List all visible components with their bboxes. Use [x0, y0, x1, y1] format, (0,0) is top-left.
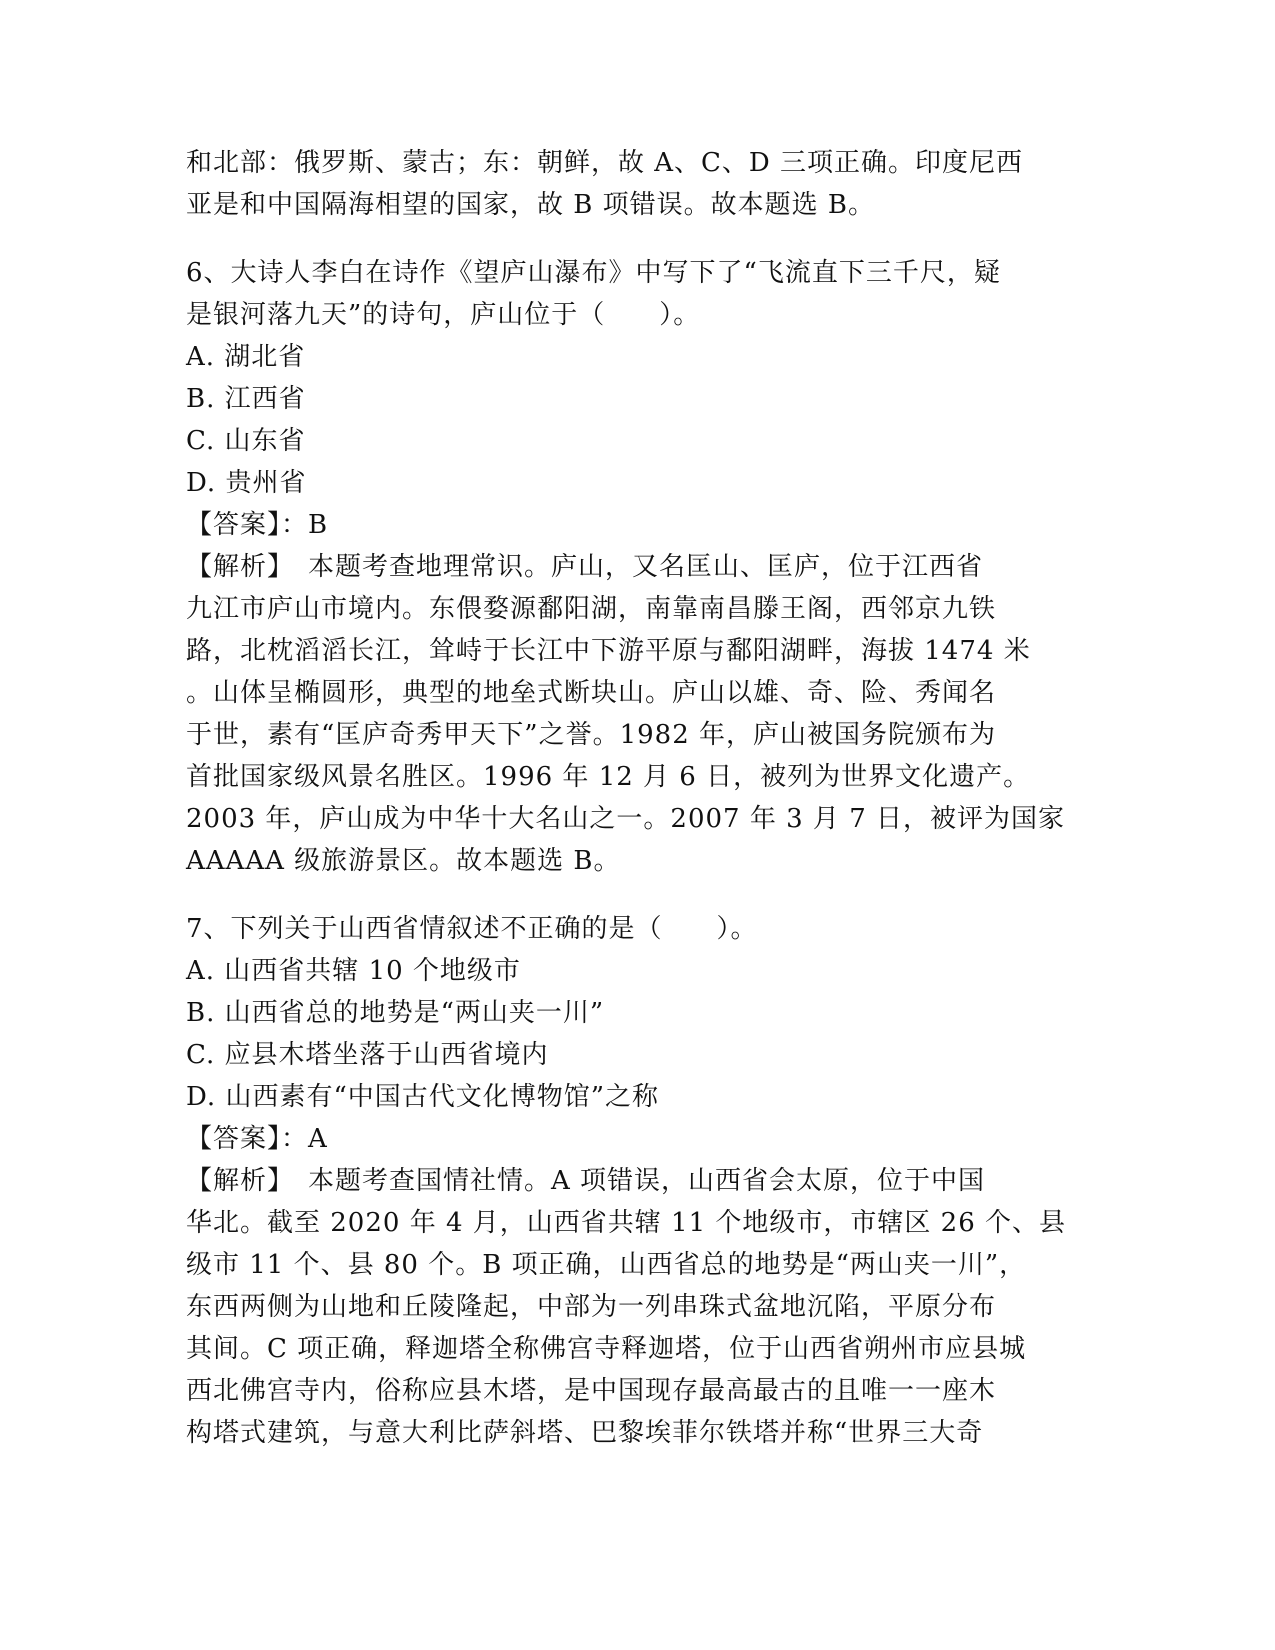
question-stem: 是银河落九天”的诗句，庐山位于（ ）。 [186, 300, 701, 330]
option-d: D. 贵州省 [186, 468, 307, 498]
explanation-line: 构塔式建筑，与意大利比萨斜塔、巴黎埃菲尔铁塔并称“世界三大奇 [186, 1418, 984, 1448]
option-a: A. 山西省共辖 10 个地级市 [186, 956, 521, 986]
text-line: 和北部：俄罗斯、蒙古；东：朝鲜，故 A、C、D 三项正确。印度尼西 [186, 148, 1024, 178]
explanation-line: 九江市庐山市境内。东偎婺源鄱阳湖，南靠南昌滕王阁，西邻京九铁 [186, 594, 997, 624]
option-c: C. 山东省 [186, 426, 306, 456]
option-b: B. 江西省 [186, 384, 306, 414]
explanation-line: 【解析】 本题考查国情社情。A 项错误，山西省会太原，位于中国 [186, 1166, 986, 1196]
explanation-line: 华北。截至 2020 年 4 月，山西省共辖 11 个地级市，市辖区 26 个、县 [186, 1208, 1066, 1238]
explanation-line: 东西两侧为山地和丘陵隆起，中部为一列串珠式盆地沉陷，平原分布 [186, 1292, 997, 1322]
explanation-line: 级市 11 个、县 80 个。B 项正确，山西省总的地势是“两山夹一川”， [186, 1250, 1027, 1280]
option-b: B. 山西省总的地势是“两山夹一川” [186, 998, 605, 1028]
answer-line: 【答案】：A [186, 1124, 328, 1154]
explanation-line: 路，北枕滔滔长江，耸峙于长江中下游平原与鄱阳湖畔，海拔 1474 米 [186, 636, 1031, 666]
explanation-line: 【解析】 本题考查地理常识。庐山，又名匡山、匡庐，位于江西省 [186, 552, 984, 582]
previous-explanation [186, 142, 1086, 226]
question-7 [186, 908, 1086, 1454]
answer-line: 【答案】：B [186, 510, 329, 540]
explanation-line: 首批国家级风景名胜区。1996 年 12 月 6 日，被列为世界文化遗产。 [186, 762, 1031, 792]
explanation-line: 于世，素有“匡庐奇秀甲天下”之誉。1982 年，庐山被国务院颁布为 [186, 720, 997, 750]
paragraph-gap [186, 882, 1086, 908]
explanation-line: 其间。C 项正确，释迦塔全称佛宫寺释迦塔，位于山西省朔州市应县城 [186, 1334, 1027, 1364]
text-line: 亚是和中国隔海相望的国家，故 B 项错误。故本题选 B。 [186, 190, 876, 220]
paragraph-gap [186, 226, 1086, 252]
question-stem: 6、大诗人李白在诗作《望庐山瀑布》中写下了“飞流直下三千尺，疑 [186, 258, 1001, 288]
option-a: A. 湖北省 [186, 342, 306, 372]
question-stem: 7、下列关于山西省情叙述不正确的是（ ）。 [186, 914, 758, 944]
explanation-line: 。山体呈椭圆形，典型的地垒式断块山。庐山以雄、奇、险、秀闻名 [186, 678, 997, 708]
explanation-line: 2003 年，庐山成为中华十大名山之一。2007 年 3 月 7 日，被评为国家 [186, 804, 1066, 834]
page-content [186, 142, 1086, 1454]
question-6 [186, 252, 1086, 882]
explanation-line: AAAAA 级旅游景区。故本题选 B。 [186, 846, 621, 876]
option-d: D. 山西素有“中国古代文化博物馆”之称 [186, 1082, 660, 1112]
option-c: C. 应县木塔坐落于山西省境内 [186, 1040, 549, 1070]
explanation-line: 西北佛宫寺内，俗称应县木塔，是中国现存最高最古的且唯一一座木 [186, 1376, 997, 1406]
